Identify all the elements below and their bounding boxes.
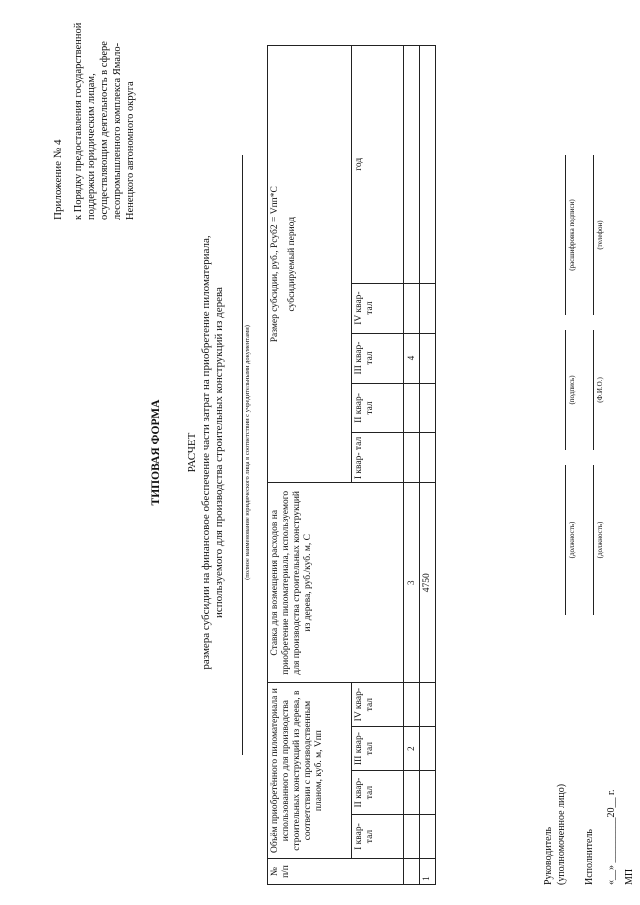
num-cell <box>404 859 420 885</box>
volume-q3-value <box>420 727 436 771</box>
volume-q4-value <box>420 683 436 727</box>
subsidy-quarter-2: II квар- тал <box>352 383 404 433</box>
doc-title: РАСЧЕТ <box>186 432 198 473</box>
num-cell: 2 <box>404 727 420 771</box>
head-signature-caption: (подпись) <box>568 375 576 405</box>
header-rate: Ставка для возмещения расходов на приобретение пиломатериала, используемого для производства строительных конструкций из дерева, руб./куб. м, С <box>268 483 404 683</box>
executor-position-line <box>592 465 594 615</box>
doc-subtitle-line2: используемого для производства строительных конструкций из дерева <box>213 287 225 618</box>
num-cell <box>404 771 420 815</box>
column-number-row <box>404 46 420 885</box>
organization-caption: (полное наименование юридического лица в соответствии с учредительными документами) <box>244 325 251 580</box>
calculation-table <box>267 45 436 885</box>
volume-quarter-2: II квар- тал <box>352 771 404 815</box>
subsidy-quarter-1: I квар- тал <box>352 433 404 483</box>
volume-quarter-1: I квар- тал <box>352 815 404 859</box>
subsidy-q3-value <box>420 333 436 383</box>
volume-q2-value <box>420 771 436 815</box>
executor-fio-line <box>592 330 594 450</box>
subsidy-year-value <box>420 46 436 284</box>
subsidy-q4-value <box>420 283 436 333</box>
head-sublabel: (уполномоченное лицо) <box>556 783 567 885</box>
subsidy-quarter-4: IV квар- тал <box>352 283 404 333</box>
date-line: «__» _________20__ г. <box>606 789 617 885</box>
head-decoding-line <box>564 155 566 315</box>
head-label: Руководитель <box>543 826 554 885</box>
stamp-place: МП <box>624 868 635 885</box>
form-title: ТИПОВАЯ ФОРМА <box>150 399 162 506</box>
executor-position-caption: (должность) <box>596 521 604 559</box>
head-decoding-caption: (расшифровка подписи) <box>568 199 576 271</box>
executor-fio-caption: (Ф.И.О.) <box>596 377 604 403</box>
head-position-caption: (должность) <box>568 521 576 559</box>
num-cell <box>404 283 420 333</box>
doc-subtitle <box>200 0 226 905</box>
header-volume: Объём приобретённого пиломатериала и использованного для производства строительных конструкций из дерева, в соответствии с производственным планом, куб. м, Vпп <box>268 683 352 859</box>
header-subsidy-period: субсидируемый период <box>287 216 297 312</box>
executor-label: Исполнитель <box>584 829 595 885</box>
subsidy-q1-value <box>420 433 436 483</box>
num-cell <box>404 815 420 859</box>
subsidy-year: год <box>352 46 404 284</box>
header-number: № п/п <box>268 859 404 885</box>
appendix-text: к Порядку предоставления государственной поддержки юридическим лицам, осуществляющим деятельность в сфере лесопромышленного комплекса Ямало-Ненецкого автономного округа <box>73 22 136 220</box>
header-subsidy <box>268 46 352 483</box>
table-row <box>420 46 436 885</box>
executor-phone-line <box>592 155 594 315</box>
head-signature-line <box>564 330 566 450</box>
volume-quarter-4: IV квар- тал <box>352 683 404 727</box>
num-cell <box>404 433 420 483</box>
num-cell <box>404 383 420 433</box>
num-cell: 4 <box>404 333 420 383</box>
volume-q1-value <box>420 815 436 859</box>
organization-name-line <box>240 155 243 755</box>
rate-value: 4750 <box>420 483 436 683</box>
doc-subtitle-line1: размера субсидии на финансовое обеспечение части затрат на приобретение пиломатериала, <box>200 235 212 670</box>
subsidy-q2-value <box>420 383 436 433</box>
head-position-line <box>564 465 566 615</box>
volume-quarter-3: III квар- тал <box>352 727 404 771</box>
row-number: 1 <box>420 859 436 885</box>
executor-phone-caption: (телефон) <box>596 220 604 250</box>
num-cell: 3 <box>404 483 420 683</box>
subsidy-quarter-3: III квар- тал <box>352 333 404 383</box>
appendix-number: Приложение № 4 <box>52 139 64 220</box>
num-cell <box>404 46 420 284</box>
num-cell <box>404 683 420 727</box>
header-subsidy-title: Размер субсидии, руб., Рсуб2 = Vпп*С <box>270 186 280 343</box>
